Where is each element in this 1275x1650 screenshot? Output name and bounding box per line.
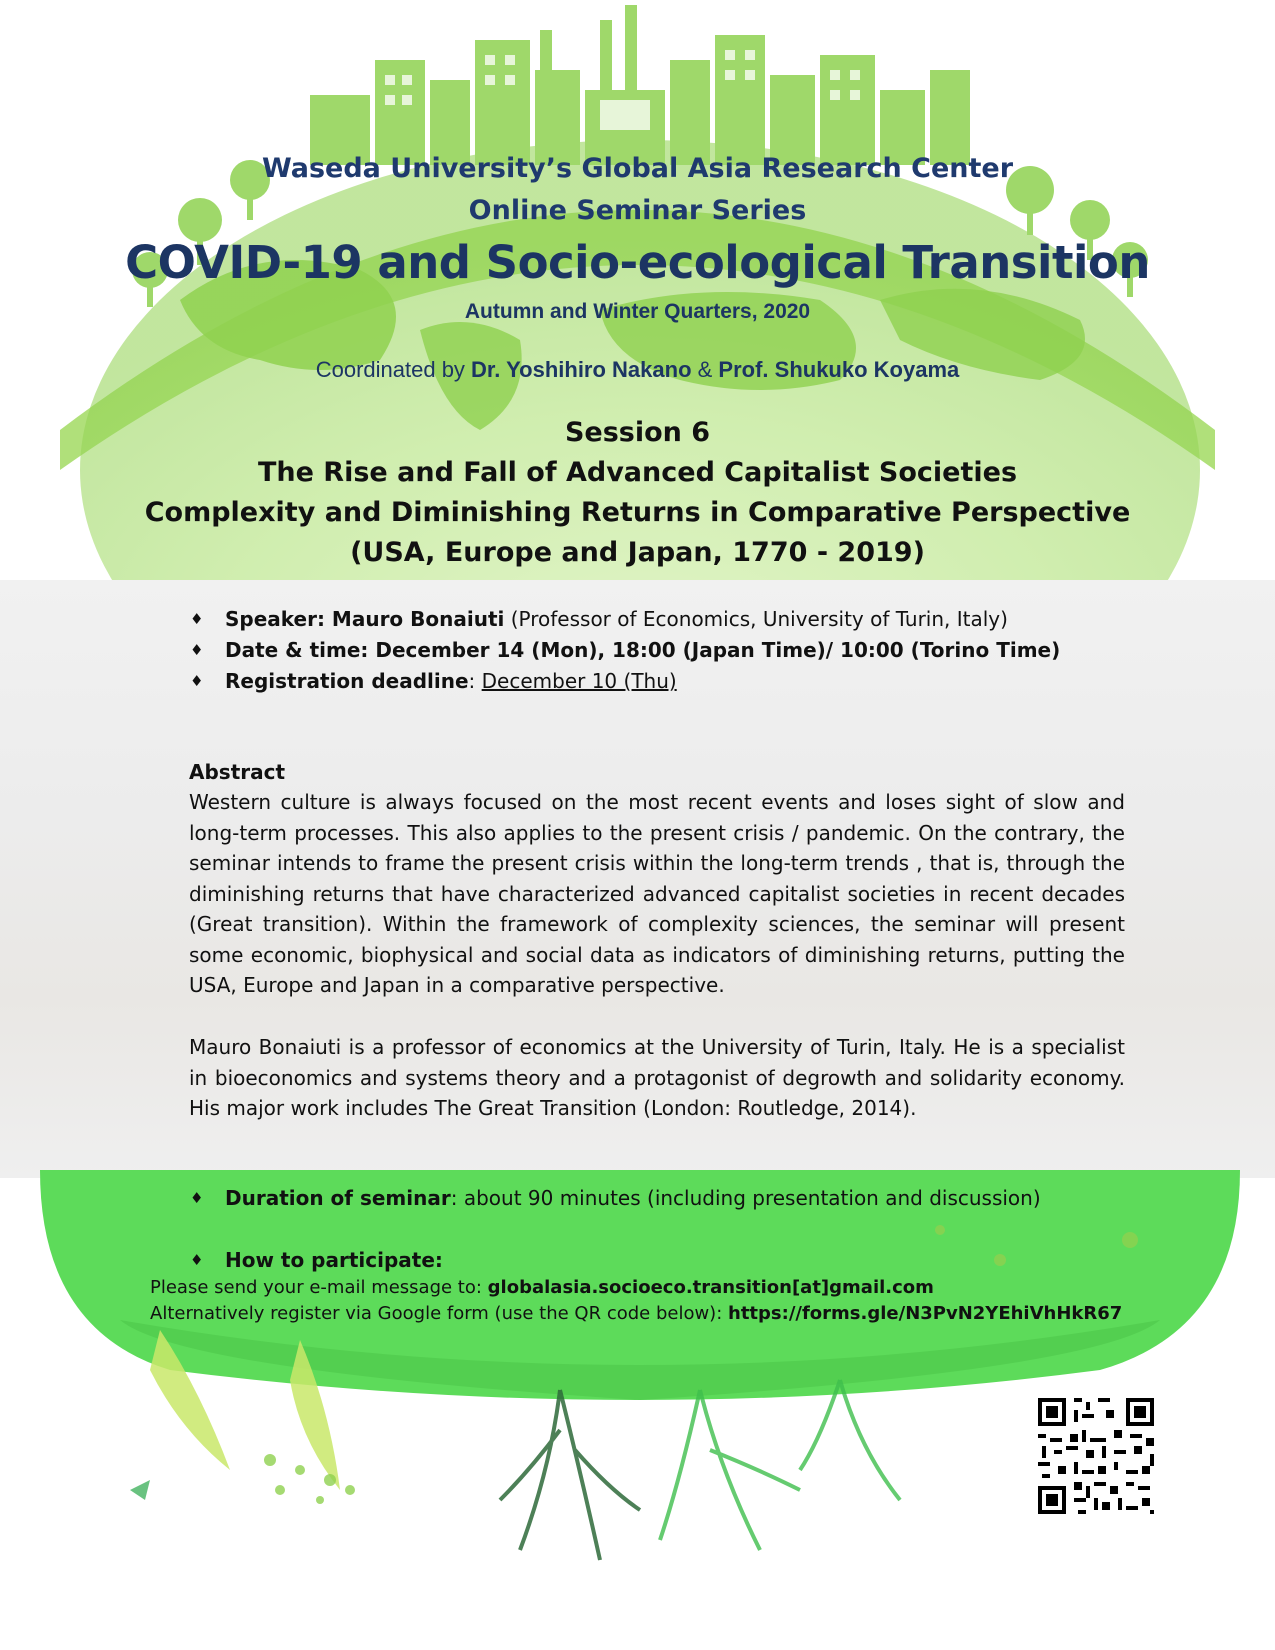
session-number: Session 6	[564, 417, 711, 448]
coordinated-prefix: Coordinated by	[315, 357, 472, 382]
bullet-diamond-icon: ♦	[190, 1189, 204, 1207]
session-title-line-1: The Rise and Fall of Advanced Capitalist Societies	[257, 457, 1018, 488]
google-form-link[interactable]: https://forms.gle/N3PvN2YEhiVhHkR67	[728, 1303, 1123, 1324]
speaker-bio: Mauro Bonaiuti is a professor of economics at the University of Turin, Italy. He is a specialist in bioeconomics and systems theory and a protagonist of degrowth and solidarity economy. His major work includes The Great Transition (London: Routledge, 2014).	[189, 1035, 1125, 1120]
bullet-diamond-icon: ♦	[190, 610, 204, 628]
speaker-label: Speaker: Mauro Bonaiuti	[225, 607, 505, 631]
duration-label: Duration of seminar	[225, 1186, 451, 1210]
session-title-line-3: (USA, Europe and Japan, 1770 - 2019)	[350, 537, 925, 568]
coordinator-1: Dr. Yoshihiro Nakano	[471, 357, 692, 382]
coordinators-line	[0, 357, 1275, 383]
term-label: Autumn and Winter Quarters, 2020	[464, 300, 811, 323]
deadline-sep: :	[468, 669, 482, 693]
coordinated-amp: &	[691, 357, 719, 382]
participate-heading: How to participate:	[225, 1248, 443, 1272]
email-prefix: Please send your e-mail message to:	[150, 1277, 488, 1298]
session-title-line-2: Complexity and Diminishing Returns in Comparative Perspective	[144, 497, 1131, 528]
duration-value: : about 90 minutes (including presentation and discussion)	[450, 1186, 1041, 1210]
email-line	[150, 1277, 934, 1298]
datetime-text: Date & time: December 14 (Mon), 18:00 (Japan Time)/ 10:00 (Torino Time)	[225, 638, 1061, 662]
form-line	[150, 1303, 1122, 1324]
series-name: Online Seminar Series	[468, 195, 807, 226]
qr-code[interactable]	[1030, 1390, 1162, 1522]
page-title: COVID-19 and Socio-ecological Transition	[125, 236, 1150, 289]
speaker-affiliation: (Professor of Economics, University of Turin, Italy)	[504, 607, 1008, 631]
organization-name: Waseda University’s Global Asia Research Center	[261, 153, 1014, 184]
coordinator-2: Prof. Shukuko Koyama	[718, 357, 960, 382]
form-prefix: Alternatively register via Google form (use the QR code below):	[150, 1303, 728, 1324]
bullet-diamond-icon: ♦	[190, 1251, 204, 1269]
bullet-diamond-icon: ♦	[190, 672, 204, 690]
abstract-heading: Abstract	[189, 760, 286, 784]
bullet-diamond-icon: ♦	[190, 641, 204, 659]
email-address[interactable]: globalasia.socioeco.transition[at]gmail.com	[487, 1277, 934, 1298]
abstract-paragraph-1: Western culture is always focused on the most recent events and loses sight of slow and long-term processes. This also applies to the present crisis / pandemic. On the contrary, the seminar intends to frame the present crisis within the long-term trends , that is, through the diminishing returns that have characterized advanced capitalist societies in recent decades (Great transition). Within the framework of complexity sciences, the seminar will present some economic, biophysical and social data as indicators of diminishing returns, putting the USA, Europe and Japan in a comparative perspective.	[189, 790, 1125, 997]
deadline-value: December 10 (Thu)	[481, 669, 677, 693]
deadline-label: Registration deadline	[225, 669, 469, 693]
